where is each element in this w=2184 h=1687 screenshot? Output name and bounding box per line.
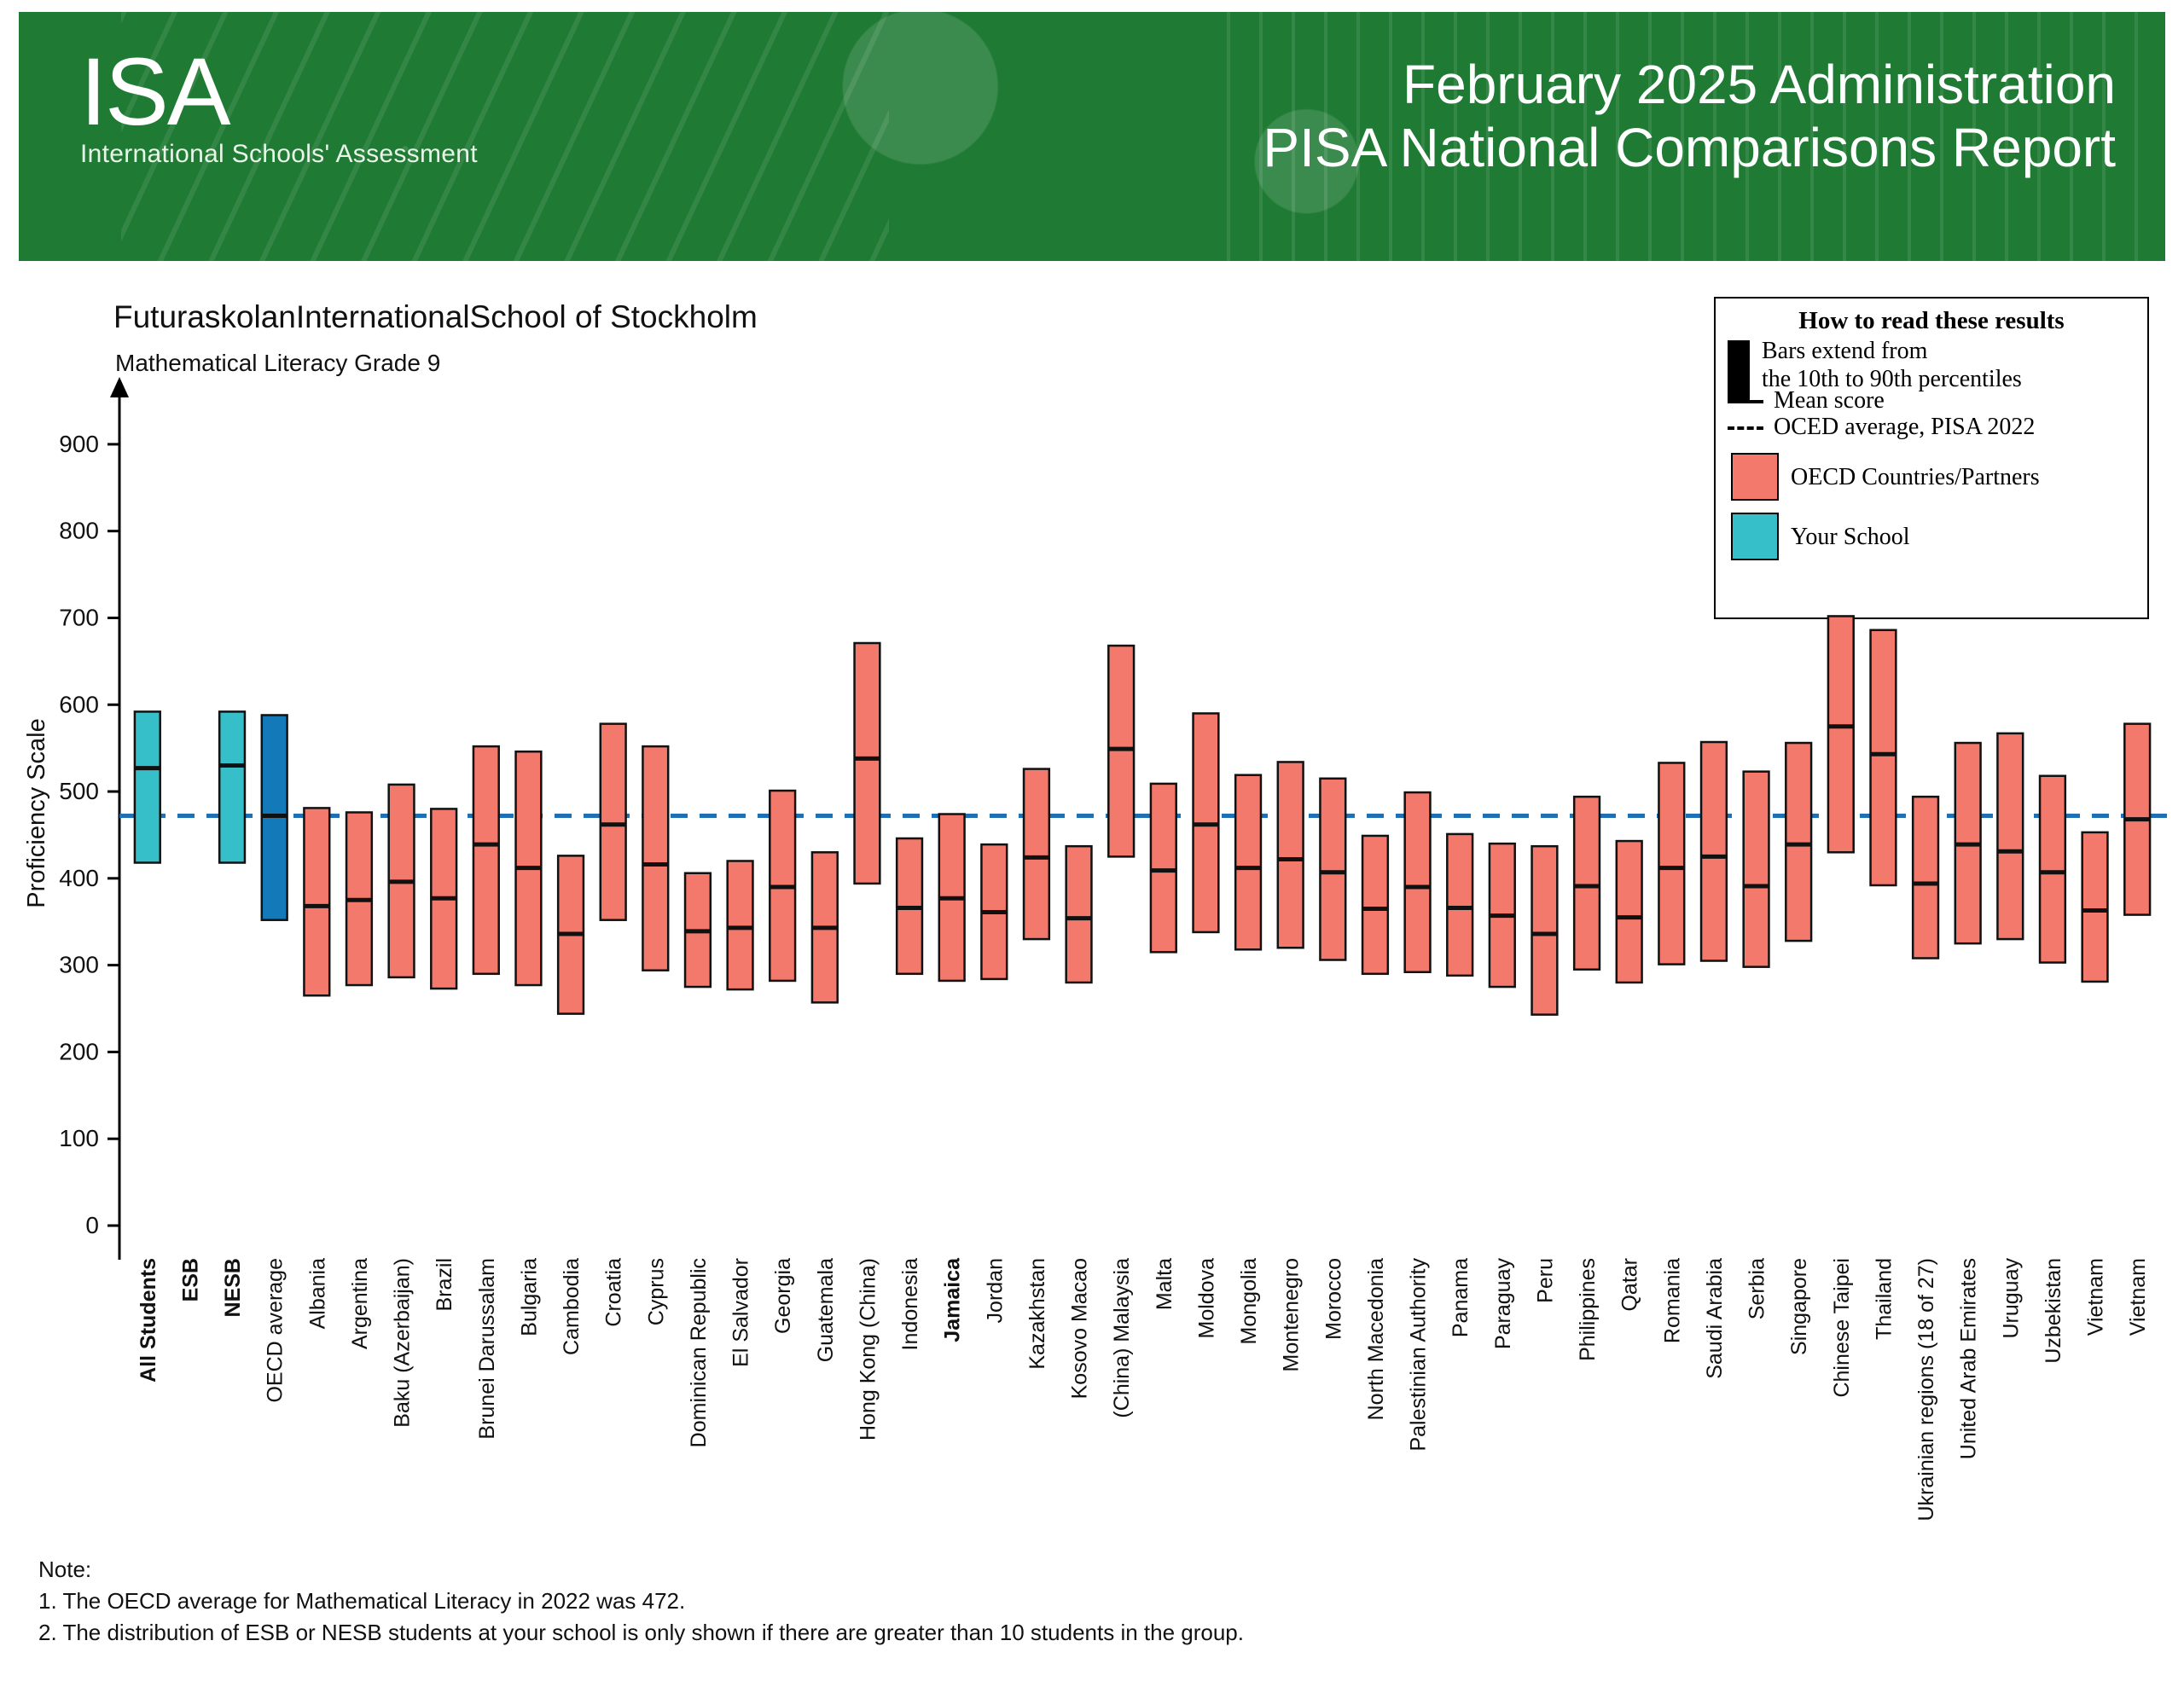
- distribution-bar: [1617, 841, 1642, 983]
- y-axis-tick-label: 0: [85, 1212, 99, 1238]
- x-axis-category-label: Mongolia: [1237, 1258, 1262, 1345]
- legend-panel: [1714, 297, 2149, 619]
- x-axis-category-label: Argentina: [347, 1258, 372, 1350]
- distribution-bar: [601, 724, 626, 920]
- x-axis-category-label: Cyprus: [644, 1258, 669, 1326]
- x-axis-category-label: (China) Malaysia: [1110, 1258, 1135, 1418]
- distribution-bar: [685, 873, 711, 987]
- distribution-bar: [1997, 733, 2023, 939]
- x-axis-category-label: Paraguay: [1490, 1258, 1515, 1350]
- distribution-bar: [1871, 630, 1896, 885]
- x-axis-category-label: Saudi Arabia: [1702, 1258, 1727, 1379]
- distribution-bar: [728, 861, 753, 989]
- legend-oecd-countries-label: OECD Countries/Partners: [1791, 463, 2040, 490]
- legend-bars-line2: the 10th to 90th percentiles: [1762, 366, 2022, 392]
- x-axis-category-label: Qatar: [1618, 1258, 1642, 1312]
- y-axis-tick-label: 900: [59, 430, 99, 457]
- x-axis-category-label: Guatemala: [813, 1258, 838, 1363]
- distribution-bar: [262, 715, 288, 919]
- distribution-bar: [473, 746, 499, 974]
- x-axis-category-label: Panama: [1449, 1258, 1473, 1338]
- x-axis-category-label: ESB: [178, 1258, 203, 1302]
- x-axis-category-label: Philippines: [1576, 1258, 1600, 1361]
- distribution-bar: [2040, 776, 2065, 963]
- distribution-bar: [2082, 832, 2108, 982]
- distribution-bar: [304, 808, 329, 995]
- x-axis-category-label: OECD average: [263, 1258, 288, 1403]
- legend-oecd-average-label: OCED average, PISA 2022: [1774, 414, 2036, 440]
- distribution-bar: [516, 751, 542, 985]
- distribution-bar: [1278, 762, 1304, 948]
- x-axis-category-label: Kosovo Macao: [1067, 1258, 1092, 1400]
- x-axis-category-label: Morocco: [1321, 1258, 1346, 1340]
- legend-title: How to read these results: [1798, 307, 2065, 334]
- x-axis-category-label: Chinese Taipei: [1829, 1258, 1854, 1398]
- distribution-bar: [897, 838, 922, 974]
- x-axis-category-label: Georgia: [771, 1258, 796, 1334]
- distribution-bar: [1066, 846, 1092, 983]
- distribution-bar: [1658, 762, 1684, 964]
- y-axis-tick-label: 800: [59, 517, 99, 544]
- distribution-bar: [1828, 616, 1854, 852]
- legend-row-oecd-countries: [1728, 453, 2147, 501]
- x-axis-category-label: Vietnam: [2126, 1258, 2151, 1336]
- distribution-bar: [1913, 797, 1938, 958]
- distribution-bar: [1574, 797, 1600, 970]
- distribution-bar: [1532, 846, 1558, 1014]
- report-title-line2: PISA National Comparisons Report: [1263, 117, 2116, 178]
- x-axis-category-label: Bulgaria: [517, 1258, 542, 1336]
- x-axis-category-label: All Students: [136, 1258, 160, 1383]
- y-axis-tick-label: 700: [59, 604, 99, 631]
- x-axis-category-label: Vietnam: [2083, 1258, 2108, 1336]
- legend-row-oecd-average: [1728, 409, 2147, 441]
- distribution-bar: [219, 711, 245, 862]
- x-axis-category-label: Uzbekistan: [2041, 1258, 2065, 1364]
- y-axis-title: Proficiency Scale: [23, 718, 50, 908]
- report-title: [1263, 53, 2116, 179]
- report-header-banner: [19, 12, 2165, 261]
- y-axis-tick-label: 200: [59, 1038, 99, 1065]
- x-axis-category-label: El Salvador: [729, 1258, 753, 1367]
- mean-line-icon: [1728, 400, 1763, 403]
- distribution-bar: [1405, 792, 1431, 972]
- distribution-bar: [1362, 836, 1388, 974]
- distribution-bar: [1024, 769, 1049, 940]
- distribution-bar: [389, 785, 415, 977]
- x-axis-category-label: Peru: [1533, 1258, 1558, 1303]
- distribution-bar: [1151, 784, 1176, 952]
- oecd-color-swatch: [1731, 453, 1779, 501]
- x-axis-category-label: Kazakhstan: [1025, 1258, 1049, 1370]
- y-axis-tick-label: 400: [59, 864, 99, 891]
- isa-logo: [80, 38, 478, 169]
- distribution-bar: [431, 809, 456, 988]
- isa-logo-text: ISA: [80, 38, 229, 145]
- x-axis-category-label: Malta: [1152, 1258, 1176, 1311]
- x-axis-category-label: Montenegro: [1279, 1258, 1304, 1372]
- dashed-line-icon: [1728, 426, 1763, 430]
- distribution-bar: [1320, 779, 1345, 960]
- distribution-bar: [1786, 743, 1811, 941]
- distribution-bar: [770, 791, 795, 981]
- note-2: 2. The distribution of ESB or NESB students at your school is only shown if there are greater than 10 students in the group.: [38, 1620, 1244, 1645]
- report-title-line1: February 2025 Administration: [1403, 54, 2116, 115]
- isa-logo-subtitle: International Schools' Assessment: [80, 140, 478, 168]
- x-axis-category-label: North Macedonia: [1363, 1258, 1388, 1421]
- y-axis-tick-label: 300: [59, 951, 99, 978]
- x-axis-category-label: United Arab Emirates: [1956, 1258, 1981, 1460]
- distribution-bar: [1194, 713, 1219, 932]
- y-axis-tick-label: 100: [59, 1125, 99, 1152]
- notes-heading: Note:: [38, 1557, 92, 1582]
- y-axis-tick-label: 500: [59, 778, 99, 805]
- distribution-bar: [1447, 834, 1472, 976]
- y-axis-tick-label: 600: [59, 691, 99, 718]
- x-axis-category-label: Palestinian Authority: [1406, 1258, 1431, 1452]
- x-axis-category-label: Brazil: [433, 1258, 457, 1312]
- legend-your-school-label: Your School: [1791, 523, 1910, 550]
- distribution-bar: [135, 711, 160, 862]
- x-axis-category-label: NESB: [221, 1258, 246, 1318]
- your-school-color-swatch: [1731, 513, 1779, 560]
- x-axis-category-label: Serbia: [1745, 1258, 1769, 1320]
- distribution-bar: [1235, 775, 1261, 950]
- legend-mean-label: Mean score: [1774, 387, 1885, 414]
- x-axis-category-label: Ukrainian regions (18 of 27): [1914, 1258, 1939, 1522]
- y-axis-arrow: [110, 377, 129, 397]
- distribution-bar: [1490, 844, 1515, 987]
- x-axis-category-label: Hong Kong (China): [856, 1258, 880, 1441]
- note-1: 1. The OECD average for Mathematical Literacy in 2022 was 472.: [38, 1588, 686, 1614]
- x-axis-category-label: Jordan: [983, 1258, 1008, 1324]
- x-axis-category-label: Dominican Republic: [686, 1258, 711, 1448]
- distribution-bar: [855, 643, 880, 884]
- distribution-bar: [1955, 743, 1981, 943]
- x-axis-category-label: Romania: [1660, 1258, 1685, 1344]
- bar-swatch-icon: [1728, 340, 1750, 403]
- x-axis-category-label: Uruguay: [1999, 1258, 2024, 1339]
- school-name: FuturaskolanInternationalSchool of Stockholm: [113, 299, 758, 334]
- x-axis-category-label: Baku (Azerbaijan): [390, 1258, 415, 1428]
- legend-row-your-school: [1728, 513, 2147, 560]
- x-axis-category-label: Albania: [305, 1258, 330, 1330]
- distribution-bar: [2124, 724, 2150, 915]
- legend-bars-line1: Bars extend from: [1762, 338, 1928, 364]
- x-axis-category-label: Moldova: [1194, 1258, 1219, 1339]
- distribution-bar: [981, 844, 1007, 979]
- distribution-bar: [346, 812, 372, 985]
- x-axis-category-label: Cambodia: [560, 1258, 584, 1355]
- distribution-bar: [939, 815, 965, 981]
- distribution-bar: [1701, 742, 1727, 961]
- x-axis-category-label: Brunei Darussalam: [474, 1258, 499, 1440]
- chart-subject: Mathematical Literacy Grade 9: [115, 350, 441, 376]
- distribution-bar: [1744, 772, 1769, 967]
- x-axis-category-label: Jamaica: [940, 1258, 965, 1342]
- distribution-bar: [812, 852, 838, 1002]
- footer-notes: [38, 1554, 1244, 1649]
- x-axis-category-label: Indonesia: [898, 1258, 923, 1351]
- x-axis-category-label: Thailand: [1872, 1258, 1896, 1340]
- distribution-bar: [1108, 646, 1134, 856]
- distribution-bar: [642, 746, 668, 971]
- x-axis-category-label: Croatia: [601, 1258, 626, 1327]
- x-axis-category-label: Singapore: [1787, 1258, 1812, 1355]
- distribution-bar: [558, 855, 584, 1013]
